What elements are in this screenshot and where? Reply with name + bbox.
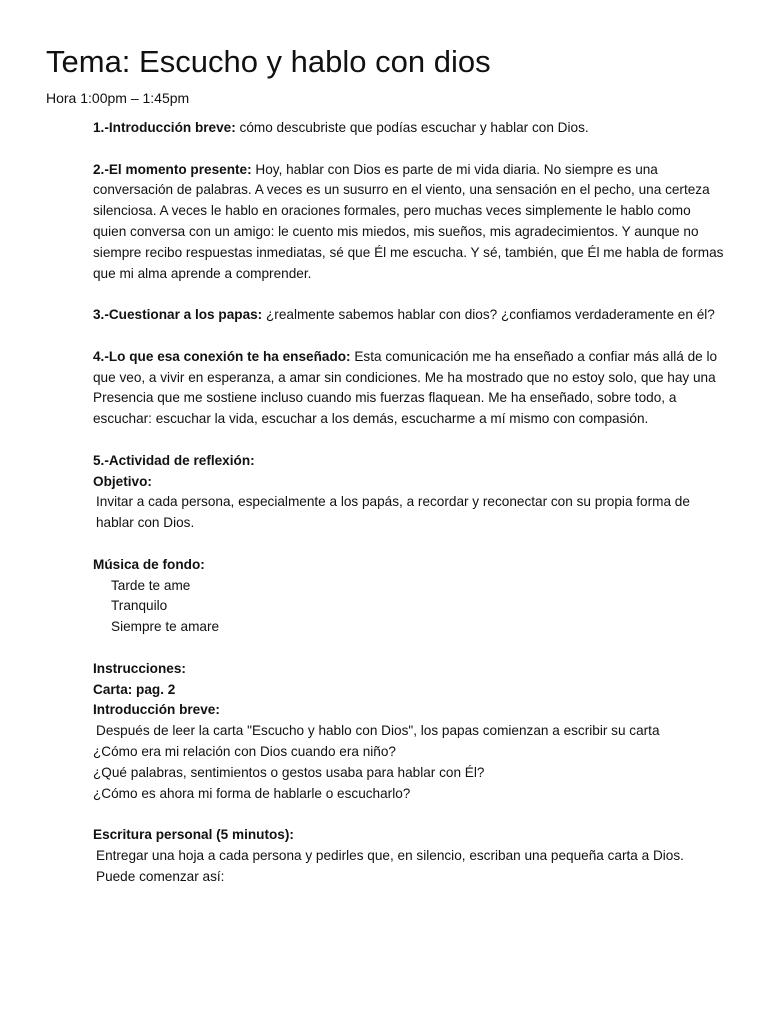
instructions-label: Instrucciones: xyxy=(93,660,186,676)
section-2-text: Hoy, hablar con Dios es parte de mi vida diaria. No siempre es una conversación de palabras. A veces es un susurro en el viento, una sensación en el pecho, una certeza silenciosa. A veces le hablo en oraciones formales, pero muchas veces simplemente le hablo como quien conversa con un amigo: le cuento mis miedos, mis sueños, mis agradecimientos. Y aunque no siempre recibo respuestas inmediatas, sé que Él me escucha. Y sé, también, que Él me habla de formas que mi alma aprende a comprender. xyxy=(93,161,724,281)
section-2-heading: 2.-El momento presente: xyxy=(93,161,252,177)
question-item: ¿Cómo era mi relación con Dios cuando era niño? xyxy=(93,743,396,759)
document-body xyxy=(93,118,725,887)
page-title: Tema: Escucho y hablo con dios xyxy=(46,44,491,79)
section-1-text: cómo descubriste que podías escuchar y hablar con Dios. xyxy=(235,120,589,135)
section-4 xyxy=(93,347,725,430)
writing-label: Escritura personal (5 minutos): xyxy=(93,827,294,843)
question-item: ¿Qué palabras, sentimientos o gestos usaba para hablar con Él? xyxy=(93,764,485,780)
section-1-heading: 1.-Introducción breve: xyxy=(93,120,236,135)
intro-text: Después de leer la carta "Escucho y hablo con Dios", los papas comienzan a escribir su carta xyxy=(96,723,660,739)
section-1 xyxy=(93,118,725,139)
letter-label: Carta: pag. 2 xyxy=(93,681,176,697)
section-4-text: Esta comunicación me ha enseñado a confiar más allá de lo que veo, a vivir en esperanza, a amar sin condiciones. Me ha mostrado que no estoy solo, que hay una Presencia que me sostiene incluso cuando mis fuerzas flaquean. Me ha enseñado, sobre todo, a escuchar: escuchar la vida, escuchar a los demás, escucharme a mí mismo con compasión. xyxy=(93,348,718,427)
section-4-heading: 4.-Lo que esa conexión te ha enseñado: xyxy=(93,348,351,364)
section-2 xyxy=(93,160,725,285)
song-item: Tranquilo xyxy=(111,598,168,614)
objective-label: Objetivo: xyxy=(93,473,152,489)
session-time: Hora 1:00pm – 1:45pm xyxy=(46,90,190,106)
music-label: Música de fondo: xyxy=(93,556,205,572)
section-5-heading: 5.-Actividad de reflexión: xyxy=(93,452,255,468)
song-item: Siempre te amare xyxy=(111,619,220,635)
section-3-heading: 3.-Cuestionar a los papas: xyxy=(93,307,263,323)
section-3 xyxy=(93,305,725,326)
question-item: ¿Cómo es ahora mi forma de hablarle o escucharlo? xyxy=(93,785,411,801)
start-text: Puede comenzar así: xyxy=(96,868,225,884)
intro-label: Introducción breve: xyxy=(93,702,220,718)
song-item: Tarde te ame xyxy=(111,577,191,593)
section-3-text: ¿realmente sabemos hablar con dios? ¿confiamos verdaderamente en él? xyxy=(262,307,715,323)
writing-text: Entregar una hoja a cada persona y pedirles que, en silencio, escriban una pequeña carta a Dios. xyxy=(96,847,684,863)
objective-text: Invitar a cada persona, especialmente a los papás, a recordar y reconectar con su propia forma de hablar con Dios. xyxy=(96,494,690,531)
